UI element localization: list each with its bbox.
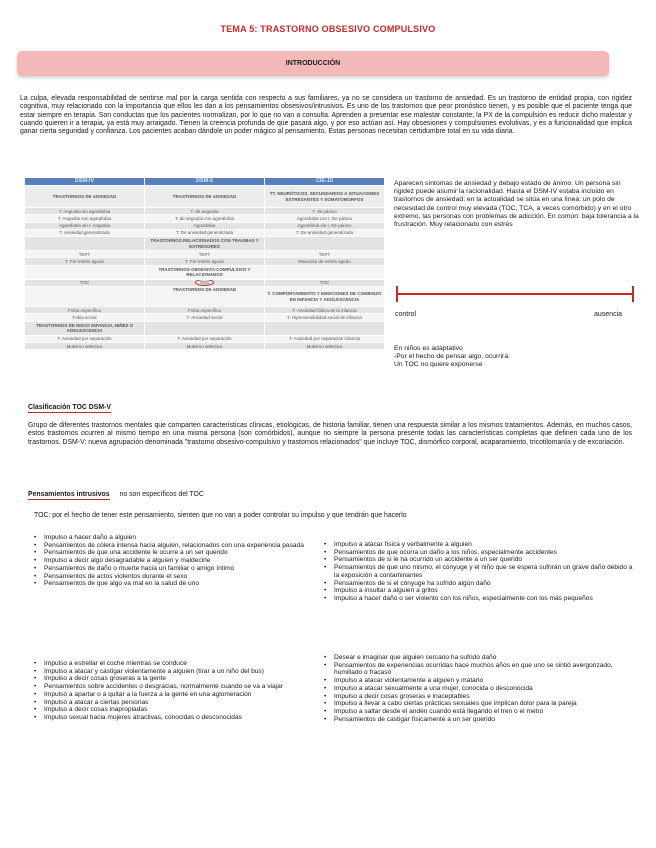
- toc-note: TOC: por el hecho de tener este pensamiento, sienten que no van a poder controlar su impulso y que tendrán que hacerlo: [34, 512, 407, 519]
- pensamientos-heading-note: no son específicos del TOC: [119, 491, 204, 498]
- table-row: [25, 321, 385, 335]
- list-item: • Impulso a decir cosas groseras e inaceptables: [334, 693, 634, 701]
- table-cell: Fobia específica: [25, 307, 145, 314]
- table-cell: TRASTORNOS RELACIONADOS CON TRAUMAS Y ESTRESORES: [145, 237, 265, 251]
- table-row: [25, 208, 385, 215]
- list-item: • Pensamientos de que una accidente le ocurre a un ser querido: [44, 549, 312, 557]
- table-cell: T. Ansiedad por separación: [145, 335, 265, 342]
- list-item: • Pensamientos de que uno mismo, el cónyuge y el niño que se espera sufrirán un grave daño debido a la exposición a contaminantes: [334, 564, 634, 579]
- table-cell: T. Hipersensibilidad social de infancia: [265, 314, 385, 321]
- pensamientos-heading: [28, 491, 204, 498]
- list-item: • Pensamientos de actos violentos durante el sexo: [44, 573, 312, 581]
- table-cell: Agorafobia: [145, 222, 265, 229]
- ninos-note: [394, 345, 594, 370]
- table-cell: Mutismo selectivo: [265, 342, 385, 349]
- table-cell: TEPT: [25, 251, 145, 258]
- table-cell: T. de pánico: [265, 208, 385, 215]
- list-item: • Impulso a estrellar el coche mientras se conduce: [44, 660, 314, 668]
- table-cell: TRASTORNOS DE ANSIEDAD: [25, 186, 145, 208]
- intro-paragraph: La culpa, elevada responsabilidad de sentirse mal por la carga sentida con respecto a sus familiares, ya no se considera un trastorno de ansiedad. Es un trastorno de entidad propia, con rigidez cognitiva, muy relacionado con la importancia que ellos les dan a los pensamientos obsesivos/intrusivos. Es uno de los trastornos que peor pronóstico tienen, y es posible que el paciente tenga que estar siempre en terapia. Son conductas que los pacientes normalizan, por lo que no van a consulta. Aprenden a presentar ese malestar constante; la PX de la compulsión es reducir dicho malestar y cuando quieren ir a terapia, ya está muy arraigado. Tienen la creencia profunda de que pasará algo, y por eso actúan así. Hay obsesiones y compulsiones evolutivas, y es a funcionalidad que implica ganar cierta seguridad y confianza. Los pacientes acaban dándole un poder mágico al pensamiento. Estas personas necesitan certidumbre total en su vida diaria.: [20, 95, 632, 136]
- list-item: • Impulso a hacer daño o ser violento con los niños, especialmente con los más pequeños: [334, 595, 634, 603]
- intrusive-list-left-1: [33, 534, 312, 588]
- table-cell: Agorafobia con t. De pánico: [265, 215, 385, 222]
- list-item: • Pensamientos de cólera intensa hacia alguien, relacionados con una experiencia pasada: [44, 542, 312, 550]
- spectrum-label-control: control: [395, 311, 417, 318]
- list-item: • Pensamientos de que ocurra un daño a los niños, especialmente accidentes: [334, 549, 634, 557]
- table-cell: Fobia social: [25, 314, 145, 321]
- spectrum-line: [397, 293, 633, 295]
- table-cell: T. Ansiedad generalizada: [25, 229, 145, 236]
- table-row: [25, 314, 385, 321]
- list-item: • Impulso a atacar violentamente a alguien y matarlo: [334, 677, 634, 685]
- table-cell: Mutismo selectivo: [25, 342, 145, 349]
- table-cell: Reacción de estrés agudo: [265, 258, 385, 265]
- list-item: • Pensamientos sobre accidentes o desgracias, normalmente cuando se va a viajar: [44, 683, 314, 691]
- table-cell: Agorafobia sin t. De pánico: [265, 222, 385, 229]
- table-cell: TRASTORNOS OBSESIVO-COMPULSIVO Y RELACIONADOS: [145, 265, 265, 279]
- table-cell: T. De ansiedad generalizada: [265, 229, 385, 236]
- list-item: • Impulso a decir cosas groseras a la gente: [44, 675, 314, 683]
- list-item: • Impulso a decir algo desagradable a alguien y maldecirle: [44, 557, 312, 565]
- list-item: • Impulso sexual hacia mujeres atractivas, conocidas o desconocidas: [44, 714, 314, 722]
- side-notes-paragraph: Aparecen síntomas de ansiedad y debajo estado de ánimo. Un persona sin rigidez puede asumir la racionalidad. Hasta el DSM-IV estaba incluido en trastornos de ansiedad; en la actualidad se sitúa en una línea: un polo de necesidad de control muy elevada (TOC, TCA, a veces comórbido) y en el otro extremo, las personas con problemas de adicción. En común: baja tolerancia a la frustración. Muy relacionado con estrés: [394, 180, 639, 229]
- table-row: [25, 279, 385, 286]
- list-item: • Impulso a saltar desde el andén cuando está llegando el tren o el metro: [334, 708, 634, 716]
- table-cell: TOC: [265, 279, 385, 286]
- table-row: [25, 215, 385, 222]
- table-cell: TT. NEURÓTICOS, SECUNDARIOS A SITUACIONES ESTRESANTES Y SOMATOMORFOS: [265, 186, 385, 208]
- list-item: • Impulso a insultar a alguien a gritos: [334, 587, 634, 595]
- intrusive-list-right-1: [323, 541, 634, 603]
- intrusive-list-right-2: [323, 654, 634, 723]
- table-row: [25, 222, 385, 229]
- list-item: • Pensamientos de experiencias ocurridas hace muchos años en que uno se sintió avergonzado, humillado o fracasó: [334, 662, 634, 677]
- table-row: [25, 258, 385, 265]
- table-cell: T. Por estrés agudo: [145, 258, 265, 265]
- table-row: [25, 265, 385, 279]
- table-cell: [265, 321, 385, 335]
- table-cell-toc-highlight: [145, 279, 265, 286]
- table-cell: [265, 265, 385, 279]
- list-item: • Pensamientos de si el cónyuge ha sufrido algún daño: [334, 580, 634, 588]
- header-cie-10: CIE-10: [265, 178, 385, 186]
- table-row: [25, 342, 385, 349]
- page-title: TEMA 5: TRASTORNO OBSESIVO COMPULSIVO: [220, 24, 436, 34]
- table-cell: T. Angustia con agorafobia: [25, 215, 145, 222]
- spectrum-label-ausencia: ausencia: [594, 311, 623, 318]
- list-item: • Impulso a hacer daño a alguien: [44, 534, 312, 542]
- table-cell: [145, 321, 265, 335]
- list-item: • Pensamientos de castigar físicamente a un ser querido: [334, 716, 634, 724]
- table-cell: T. Ansiedad fóbica de la infancia: [265, 307, 385, 314]
- table-cell: TEPT: [265, 251, 385, 258]
- table-cell: TOC: [25, 279, 145, 286]
- table-cell: TEPT: [145, 251, 265, 258]
- list-item: • Impulso a llevar a cabo ciertas prácticas sexuales que implican dolor para la pareja: [334, 700, 634, 708]
- toc-circle-highlight: TOC: [195, 279, 214, 286]
- table-row: [25, 229, 385, 236]
- table-cell: T. Ansiedad por separación: [25, 335, 145, 342]
- table-row: [25, 287, 385, 307]
- table-cell: T. Por estrés agudo: [25, 258, 145, 265]
- table-row: [25, 251, 385, 258]
- intro-banner: [17, 51, 609, 76]
- table-row: [25, 186, 385, 208]
- table-cell: Mutismo selectivo: [145, 342, 265, 349]
- table-cell: T. De ansiedad generalizada: [145, 229, 265, 236]
- table-header-row: [25, 178, 385, 186]
- table-cell: T. de angustia: [145, 208, 265, 215]
- list-item: • Pensamientos de si le ha ocurrido un accidente a un ser querido: [334, 556, 634, 564]
- list-item: • Impulso a atacar física y verbalmente a alguien: [334, 541, 634, 549]
- table-cell: TRASTORNOS DE ANSIEDAD: [145, 287, 265, 307]
- table-row: [25, 237, 385, 251]
- table-cell: [25, 287, 145, 307]
- pensamientos-heading-text: Pensamientos intrusivos: [28, 491, 110, 498]
- intrusive-list-left-2: [33, 660, 314, 722]
- table-cell: T. COMPORTAMIENTO Y EMOCIONES DE COMIENZO EN INFANCIA Y ADOLESCENCIA: [265, 287, 385, 307]
- table-cell: T. Ansiedad social: [145, 314, 265, 321]
- list-item: • Pensamientos de daño o muerte hacia un familiar o amigo íntimo: [44, 565, 312, 573]
- table-cell: [25, 237, 145, 251]
- list-item: • Impulso a atacar a ciertas personas: [44, 699, 314, 707]
- clasificacion-heading: [28, 404, 111, 411]
- table-cell: T. Ansiedad por separación infancia: [265, 335, 385, 342]
- list-item: • Impulso a decir cosas inapropiadas: [44, 706, 314, 714]
- spectrum-right-tick: [632, 286, 634, 302]
- table-cell: TRASTORNOS DE INICIO INFANCIA, NIÑEZ O ADOLESCENCIA: [25, 321, 145, 335]
- ninos-line: En niños es adaptativo: [394, 345, 463, 352]
- table-cell: [265, 237, 385, 251]
- ninos-line: Un TOC no quiere exponerse: [394, 361, 483, 369]
- clasificacion-paragraph: Grupo de diferentes trastornos mentales que comparten características clínicas, etiológicas, de historia familiar, tienen una respuesta similar a los mismos tratamientos. Además, en muchos casos, estos trastornos ocurren al mismo tiempo en una misma persona (son comórbidos), aunque no siempre la persona presente todas las características completas que definen cada uno de los trastornos. DSM-V: nueva agrupación denominada "trastorno obsesivo-compulsivo y trastornos relacionados" que incluye TOC, dismórfico corporal, acaparamiento, tricotilomanía y de excoriación.: [28, 422, 632, 446]
- list-item: • Impulso a atacar y castigar violentamente a alguien (tirar a un niño del bus): [44, 668, 314, 676]
- list-item: • Pensamientos de que algo va mal en la salud de uno: [44, 580, 312, 588]
- table-cell: Fobia específica: [145, 307, 265, 314]
- header-dsm-5: DSM-5: [145, 178, 265, 186]
- table-row: [25, 307, 385, 314]
- table-cell: T. Angustia sin agorafobia: [25, 208, 145, 215]
- ninos-line: -Por el hecho de pensar algo, ocurrirá:: [394, 353, 510, 361]
- dsm-comparison-table: [24, 177, 385, 350]
- table-row: [25, 335, 385, 342]
- list-item: • Desear e imaginar que alguien cercano ha sufrido daño: [334, 654, 634, 662]
- table-cell: T. de angustia con agorafobia: [145, 215, 265, 222]
- intro-label: INTRODUCCIÓN: [285, 60, 341, 67]
- list-item: • Impulso a atacar sexualmente a una mujer, conocida o desconocida: [334, 685, 634, 693]
- header-dsm-iv: DSM-IV: [25, 178, 145, 186]
- table-cell: [25, 265, 145, 279]
- list-item: • Impulso a apartar o a quitar a la fuerza a la gente en una aglomeración: [44, 691, 314, 699]
- table-cell: TRASTORNOS DE ANSIEDAD: [145, 186, 265, 208]
- table-cell: Agorafobia sin t. Angustia: [25, 222, 145, 229]
- clasificacion-heading-text: Clasificación TOC DSM-V: [28, 404, 111, 411]
